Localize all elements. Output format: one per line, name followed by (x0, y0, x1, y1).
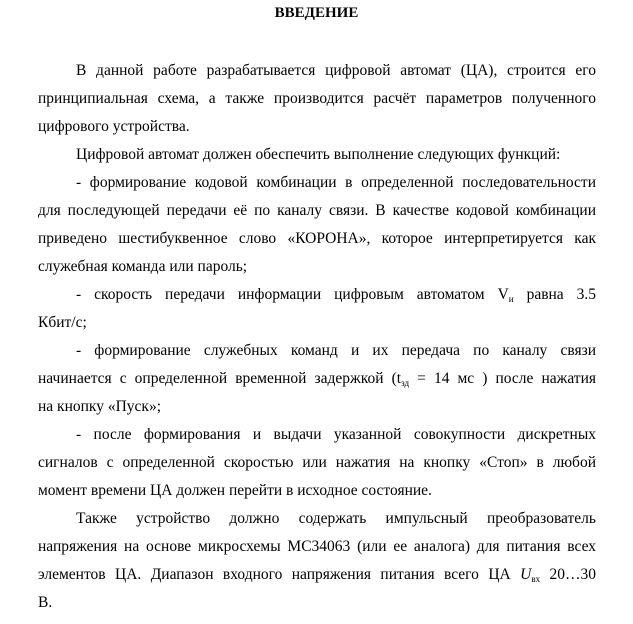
text-line: Цифровой автомат должен обеспечить выполнение следующих функций: (76, 146, 561, 163)
text-line: служебная команда или пароль; (38, 258, 248, 275)
text-line: для последующей передачи её по каналу связи. В качестве кодовой комбинации (38, 202, 596, 219)
text-fragment: равна 3.5 (526, 286, 597, 303)
text-line (38, 561, 596, 589)
variable: $U_{вх}$ (520, 566, 541, 584)
text-line: напряжения на основе микросхемы МС34063 (или ее аналога) для питания всех (38, 538, 596, 555)
text-line (38, 281, 596, 309)
text-fragment: элементов ЦА. Диапазон входного напряжения питания всего ЦА (38, 566, 511, 583)
document-body (38, 57, 596, 617)
page-title: ВВЕДЕНИЕ (274, 5, 359, 21)
text-fragment: 20…30 (549, 566, 596, 583)
text-line: Также устройство должно содержать импульсный преобразователь (76, 510, 596, 527)
variable: $V_и$ (497, 286, 514, 304)
text-line: - формирование кодовой комбинации в определенной последовательности (76, 174, 596, 191)
text-line: на кнопку «Пуск»; (38, 398, 162, 415)
text-line: принципиальная схема, а также производится расчёт параметров полученного (38, 90, 596, 107)
text-line: Кбит/с; (38, 314, 87, 331)
text-line: момент времени ЦА должен перейти в исходное состояние. (38, 482, 432, 499)
text-fragment: = 14 мс ) после нажатия (417, 370, 597, 387)
text-line: приведено шестибуквенное слово «КОРОНА», которое интерпретируется как (38, 230, 596, 247)
text-line: В. (38, 594, 53, 611)
text-line: - формирование служебных команд и их передача по каналу связи (76, 342, 596, 359)
variable: $t_{зд}$ (396, 370, 410, 388)
text-line: цифрового устройства. (38, 118, 190, 135)
text-line: сигналов с определенной скоростью или нажатия на кнопку «Стоп» в любой (38, 454, 596, 471)
text-line (38, 365, 596, 393)
text-fragment: начинается с определенной временной задержкой ( (38, 370, 397, 387)
text-fragment: - скорость передачи информации цифровым автоматом (76, 286, 485, 303)
text-line: В данной работе разрабатывается цифровой автомат (ЦА), строится его (76, 62, 596, 79)
text-line: - после формирования и выдачи указанной совокупности дискретных (76, 426, 596, 443)
